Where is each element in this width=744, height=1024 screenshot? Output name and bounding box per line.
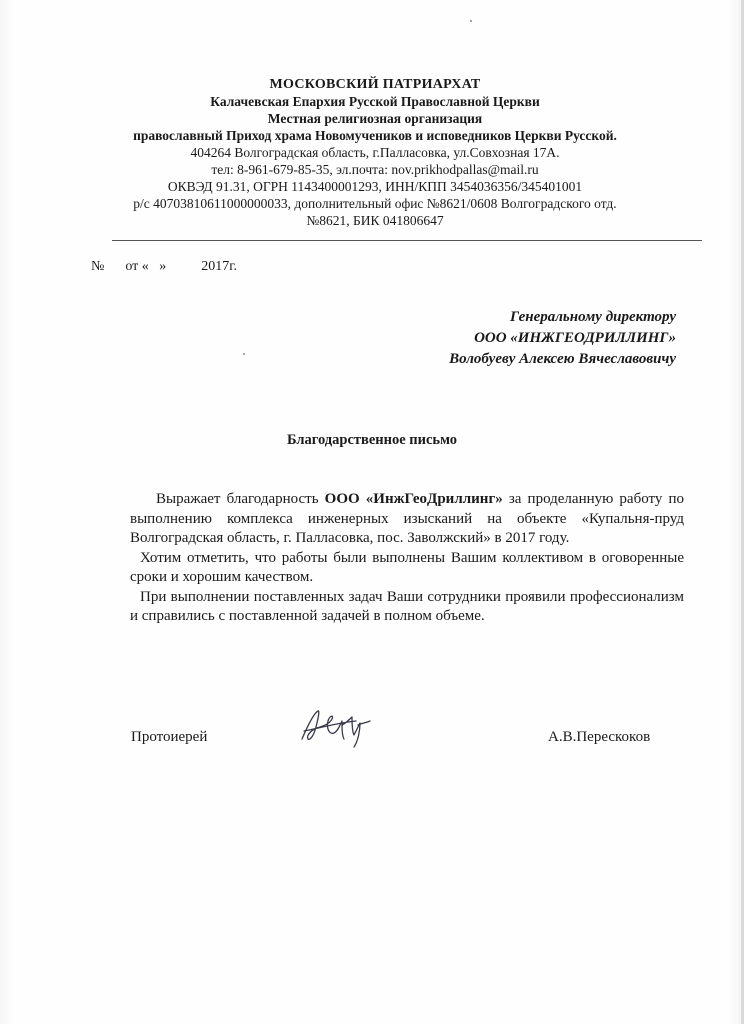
registry-codes: ОКВЭД 91.31, ОГРН 1143400001293, ИНН/КПП 3454036356/345401001 [167,179,583,194]
letter-title: Благодарственное письмо [286,432,458,448]
body-paragraph-2: Хотим отметить, что работы были выполнены Вашим коллективом в оговоренные сроки и хорошим качеством. [130,549,684,585]
header-divider [112,240,702,241]
contact-info: тел: 8-961-679-85-35, эл.почта: nov.prikhodpallas@mail.ru [211,162,539,177]
patriarchate-name: МОСКОВСКИЙ ПАТРИАРХАТ [269,77,481,92]
bank-details-line-1: р/с 40703810611000000033, дополнительный офис №8621/0608 Волгоградского отд. [133,196,617,211]
body-paragraph-1 [130,490,684,549]
handwritten-signature [296,705,380,749]
scan-speck [243,353,245,355]
letterhead [80,76,670,229]
eparchy-name: Калачевская Епархия Русской Православной Церкви [210,94,540,109]
postal-address: 404264 Волгоградская область, г.Палласовка, ул.Совхозная 17А. [190,145,560,160]
signatory-title: Протоиерей [131,729,208,745]
document-number-date: № от « » 2017г. [91,259,237,274]
addressee-company: ООО «ИНЖГЕОДРИЛЛИНГ» [474,330,676,346]
scan-speck [470,20,472,22]
body-p1-rest: за проделанную работу по выполнению комплекса инженерных изысканий на объекте «Купальня-пруд Волгоградская область, г. Палласовка, пос. Заволжский» в 2017 году. [130,491,685,546]
body-paragraph-3: При выполнении поставленных задач Ваши сотрудники проявили профессионализм и справились с поставленной задачей в полном объеме. [130,588,684,624]
addressee-block [256,307,676,370]
parish-name: православный Приход храма Новомучеников и исповедников Церкви Русской. [133,128,617,143]
bank-details-line-2: №8621, БИК 041806647 [306,213,444,228]
body-p1-intro: Выражает благодарность [156,491,325,507]
addressee-person: Волобуеву Алексею Вячеславовичу [449,351,676,367]
letter-body [130,490,684,627]
addressee-position: Генеральному директору [509,309,676,325]
body-p1-company: ООО «ИнжГеоДриллинг» [324,491,503,507]
organization-type: Местная религиозная организация [267,111,483,126]
signatory-name: А.В.Перескоков [548,729,651,745]
